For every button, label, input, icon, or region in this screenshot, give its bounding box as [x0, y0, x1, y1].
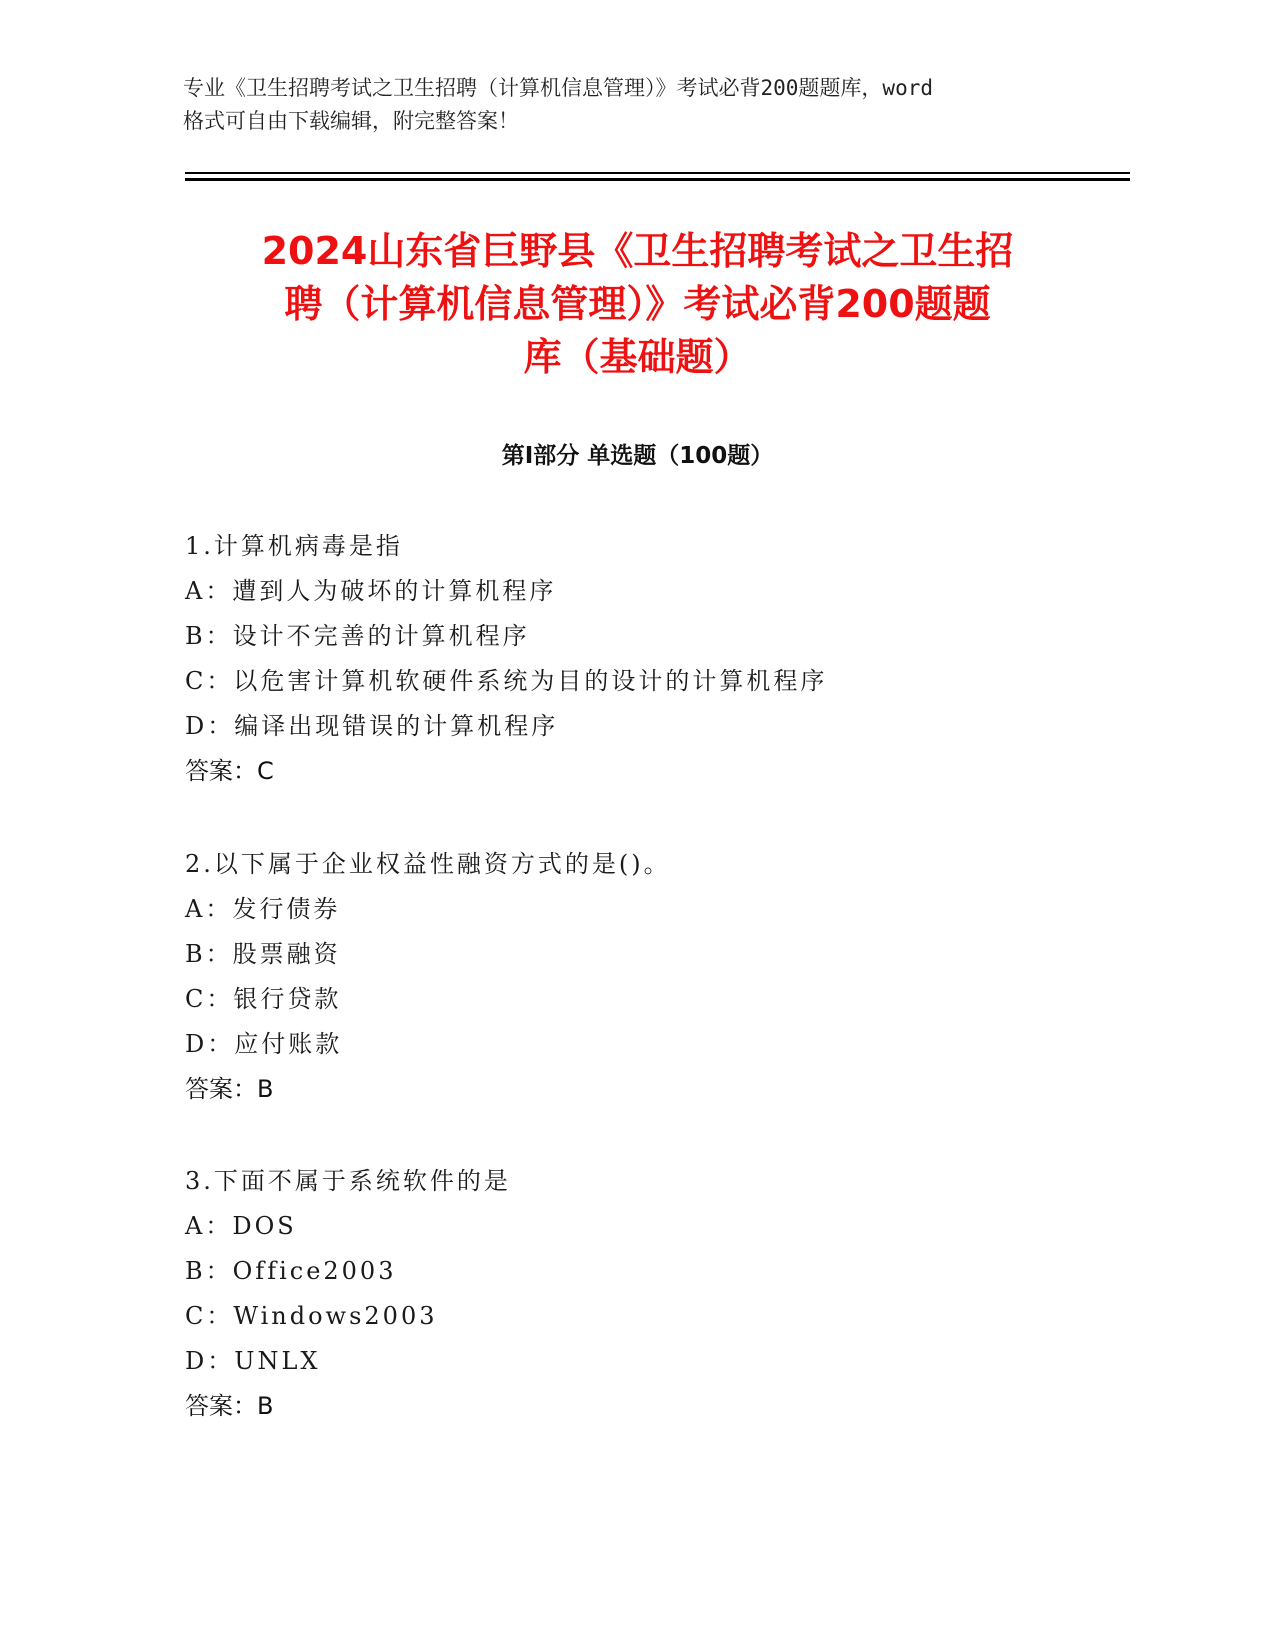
- section-title: 第Ⅰ部分 单选题（100题）: [501, 443, 774, 469]
- answer: 答案：B: [185, 1392, 274, 1420]
- document-title: [170, 225, 1105, 384]
- header-note: [183, 72, 1083, 138]
- option-a: A：DOS: [185, 1212, 297, 1240]
- answer: 答案：C: [185, 757, 274, 785]
- option-d: D：UNLX: [185, 1347, 321, 1375]
- option-b: B：设计不完善的计算机程序: [185, 622, 530, 650]
- option-c: C：Windows2003: [185, 1302, 438, 1330]
- question-stem: 2.以下属于企业权益性融资方式的是()。: [185, 850, 671, 878]
- option-a: A：遭到人为破坏的计算机程序: [185, 577, 557, 605]
- header-note-line-1: 专业《卫生招聘考试之卫生招聘（计算机信息管理）》考试必背200题题库，word: [183, 76, 933, 100]
- option-d: D：应付账款: [185, 1030, 343, 1058]
- option-c: C：银行贷款: [185, 985, 342, 1013]
- header-note-line-2: 格式可自由下载编辑，附完整答案！: [183, 109, 519, 133]
- option-b: B：股票融资: [185, 940, 341, 968]
- option-d: D：编译出现错误的计算机程序: [185, 712, 559, 740]
- option-b: B：Office2003: [185, 1257, 397, 1285]
- title-line-1: 2024山东省巨野县《卫生招聘考试之卫生招: [261, 229, 1014, 273]
- question-1: [185, 524, 1085, 794]
- header-divider-thin: [185, 172, 1130, 174]
- option-a: A：发行债券: [185, 895, 341, 923]
- question-stem: 3.下面不属于系统软件的是: [185, 1167, 511, 1195]
- header-divider-thick: [185, 178, 1130, 181]
- title-line-2: 聘（计算机信息管理）》考试必背200题题: [284, 282, 991, 326]
- question-2: [185, 842, 1085, 1112]
- option-c: C：以危害计算机软硬件系统为目的设计的计算机程序: [185, 667, 828, 695]
- question-stem: 1.计算机病毒是指: [185, 532, 403, 560]
- title-line-3: 库（基础题）: [523, 335, 752, 379]
- answer: 答案：B: [185, 1075, 274, 1103]
- question-3: [185, 1159, 1085, 1429]
